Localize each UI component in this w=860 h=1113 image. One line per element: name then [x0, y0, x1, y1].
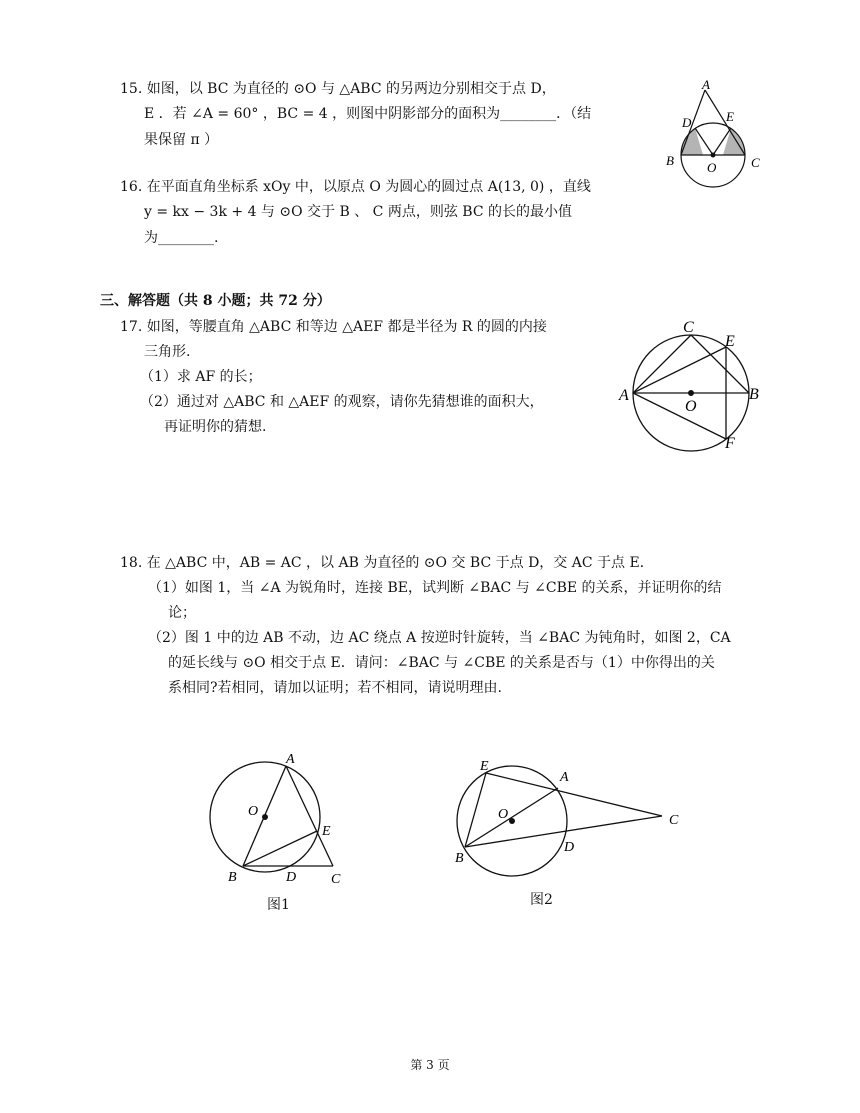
label-b: B — [455, 851, 464, 866]
q15-line2: E ．若 ∠A = 60° ，BC = 4 ，则图中阴影部分的面积为________．（结 — [144, 106, 592, 122]
caption-figure-2: 图2 — [530, 892, 553, 908]
label-a: A — [702, 77, 710, 92]
label-c: C — [331, 872, 341, 887]
label-e: E — [726, 109, 734, 124]
label-d: D — [564, 840, 575, 855]
q18-line5: 的延长线与 ⊙O 相交于点 E．请问：∠BAC 与 ∠CBE 的关系是否与（1）中你得出的关 — [168, 655, 715, 671]
label-d: D — [286, 870, 297, 885]
figure-q15 — [660, 75, 770, 195]
q16-line2: y = kx − 3k + 4 与 ⊙O 交于 B 、 C 两点，则弦 BC 的长的最小值 — [144, 204, 572, 220]
label-a: A — [619, 387, 629, 404]
q17-line2: 三角形. — [144, 344, 191, 360]
q17-line3: （1）求 AF 的长； — [140, 369, 262, 385]
label-b: B — [749, 386, 759, 403]
label-o: O — [248, 804, 259, 819]
label-o: O — [498, 807, 509, 822]
label-o: O — [707, 160, 717, 175]
label-a: A — [560, 770, 569, 785]
figure-q17 — [615, 315, 775, 455]
label-e: E — [480, 759, 489, 774]
q18-line6: 系相同?若相同，请加以证明；若不相同，请说明理由. — [168, 680, 502, 696]
q18-line1: 18. 在 △ABC 中，AB = AC ，以 AB 为直径的 ⊙O 交 BC 于点 D，交 AC 于点 E． — [120, 555, 654, 571]
label-c: C — [669, 813, 679, 828]
q16-line3: 为________. — [144, 230, 219, 246]
q15-line1: 15. 如图，以 BC 为直径的 ⊙O 与 △ABC 的另两边分别相交于点 D， — [120, 81, 556, 97]
label-c: C — [751, 155, 760, 170]
label-o: O — [685, 398, 697, 415]
q18-line2: （1）如图 1，当 ∠A 为锐角时，连接 BE，试判断 ∠BAC 与 ∠CBE 的关系，并证明你的结 — [148, 580, 722, 596]
q17-line5: 再证明你的猜想. — [164, 419, 267, 435]
label-e: E — [725, 333, 735, 350]
figure-1 — [200, 745, 360, 895]
section-heading: 三、解答题（共 8 小题；共 72 分） — [100, 293, 331, 309]
q17-line4: （2）通过对 △ABC 和 △AEF 的观察，请你先猜想谁的面积大， — [140, 394, 544, 410]
q16-line1: 16. 在平面直角坐标系 xOy 中，以原点 O 为圆心的圆过点 A(13, 0) ，直线 — [120, 179, 591, 195]
label-b: B — [228, 870, 237, 885]
q17-line1: 17. 如图，等腰直角 △ABC 和等边 △AEF 都是半径为 R 的圆的内接 — [120, 319, 547, 335]
label-b: B — [666, 153, 674, 168]
q18-line3: 论； — [168, 605, 196, 621]
label-a: A — [286, 752, 295, 767]
figure-2 — [450, 750, 700, 880]
q18-line4: （2）图 1 中的边 AB 不动，边 AC 绕点 A 按逆时针旋转，当 ∠BAC 为钝角时，如图 2，CA — [148, 630, 731, 646]
label-f: F — [725, 435, 735, 452]
q15-line3: 果保留 π ） — [144, 132, 219, 148]
label-d: D — [682, 115, 692, 130]
label-e: E — [322, 824, 331, 839]
page-number: 第 3 页 — [410, 1058, 450, 1072]
caption-figure-1: 图1 — [267, 897, 290, 913]
label-c: C — [683, 319, 694, 336]
